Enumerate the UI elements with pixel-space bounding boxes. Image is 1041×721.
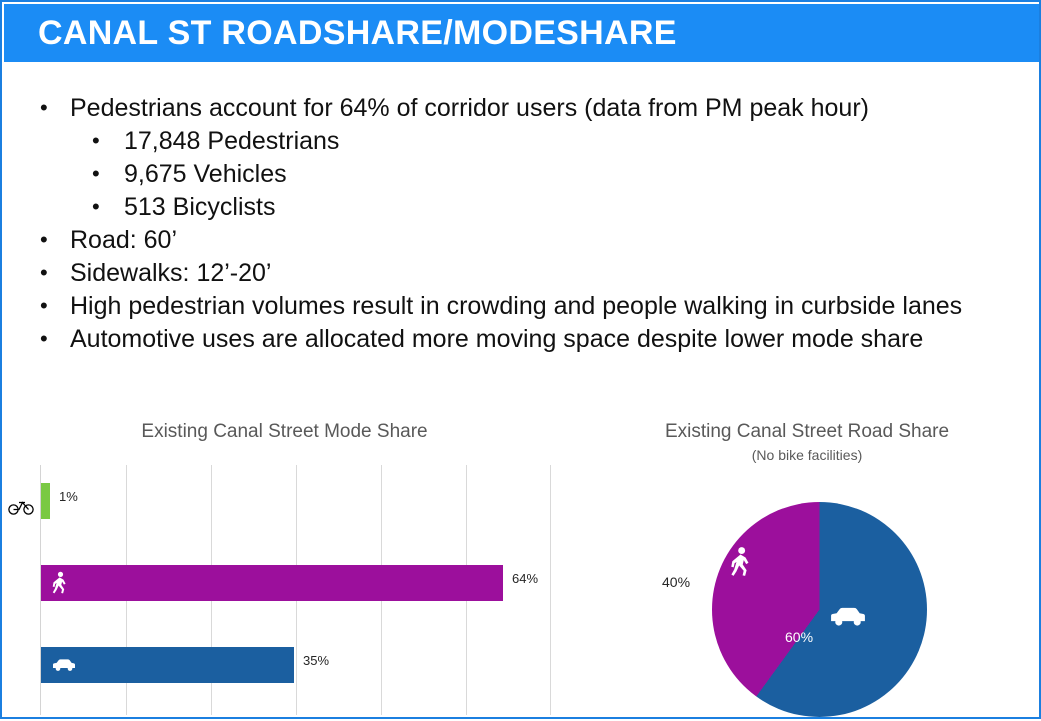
bullet-item: • 9,675 Vehicles [30,158,1030,190]
page-title: CANAL ST ROADSHARE/MODESHARE [38,14,677,52]
chart-title: Existing Canal Street Road Share [664,421,950,442]
chart-subtitle: (No bike facilities) [751,447,863,463]
bullet-item: • Automotive uses are allocated more moving space despite lower mode share [30,323,1030,355]
pie-value-pedestrian: 40% [662,574,691,590]
mode-share-bar-chart [2,407,567,721]
pedestrian-icon [729,546,753,578]
pedestrian-icon [51,571,69,595]
car-icon [828,604,868,629]
bar-value-pedestrian: 64% [512,571,539,586]
pie-slices [712,502,927,717]
bullet-item: • 17,848 Pedestrians [30,125,1030,157]
bar-plot-area [40,465,551,715]
bullet-item: • Pedestrians account for 64% of corridor users (data from PM peak hour) [30,92,1030,124]
bar-value-vehicle: 35% [303,653,330,668]
bullet-item: • High pedestrian volumes result in crowding and people walking in curbside lanes [30,290,1030,322]
bar-value-bicycle: 1% [59,489,78,504]
bicycle-icon [8,497,34,515]
bullet-list [30,92,1030,356]
car-icon [51,657,77,673]
gridline [550,465,551,715]
bullet-item: • Road: 60’ [30,224,1030,256]
bar-vehicle [41,647,294,683]
bar-pedestrian [41,565,503,601]
bullet-item: • Sidewalks: 12’-20’ [30,257,1030,289]
road-share-pie-chart [572,407,1041,721]
chart-title: Existing Canal Street Mode Share [141,421,428,442]
bar-bicycle [41,483,50,519]
pie-value-vehicle: 60% [785,629,814,645]
bullet-item: • 513 Bicyclists [30,191,1030,223]
